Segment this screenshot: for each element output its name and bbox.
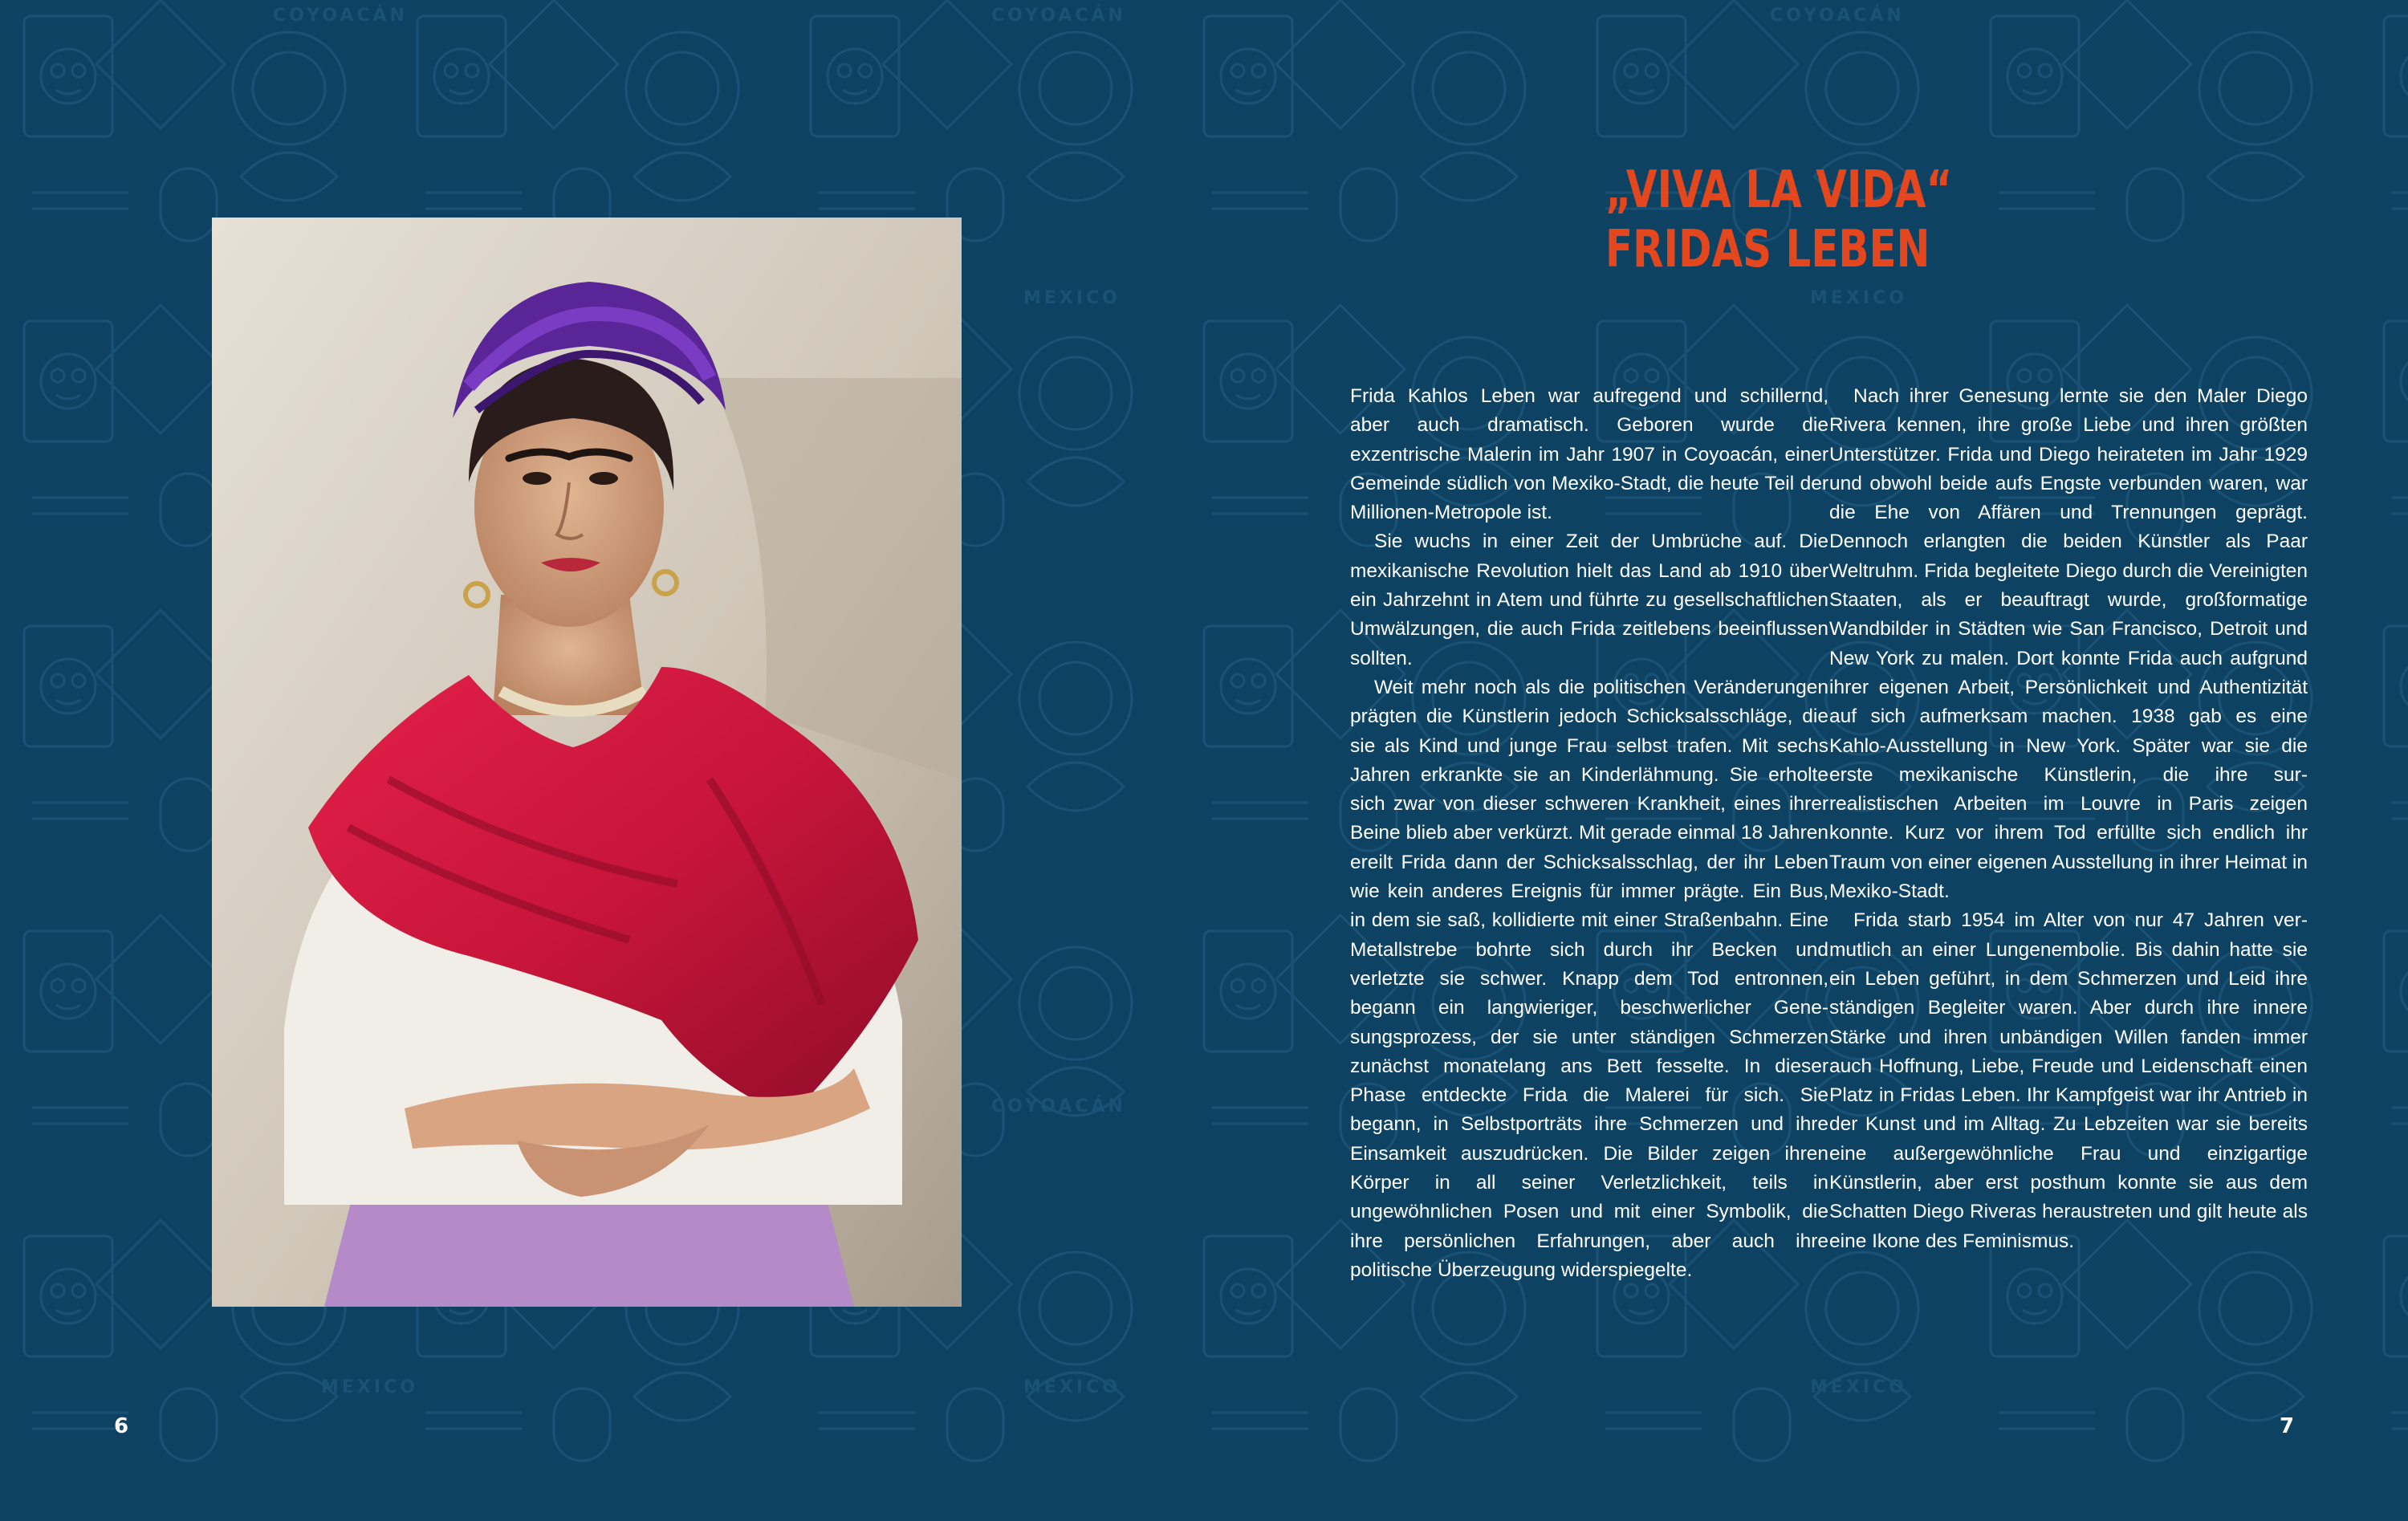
paragraph: Frida starb 1954 im Alter von nur 47 Jahren vermutlich an einer Lungenembolie. Bis dahin hatte sie ein Leben geführt, in dem Schmerzen und Leid ihre ständigen Begleiter waren. Aber durch ihre innere Stärke und ihren unbändigen Willen fanden immer auch Hoffnung, Liebe, Freude und Leidenschaft einen Platz in Fridas Leben. Ihr Kampfgeist war ihr Antrieb in der Kunst und im Alltag. Zu Lebzeiten war sie bereits eine außergewöhnliche Frau und einzigartige Künstlerin, aber erst posthum konnte sie aus dem Schatten Diego Riveras heraustreten und gilt heute als eine Ikone des Feminismus. (1829, 909, 2308, 1252)
pattern-word: MEXICO (1023, 288, 1121, 308)
pattern-word: COYOACÁN (273, 6, 408, 26)
pattern-word: COYOACÁN (1770, 6, 1905, 26)
page-title (1605, 161, 1981, 279)
text-column-left (1350, 382, 1828, 1285)
pattern-word: MEXICO (1810, 1377, 1907, 1397)
paragraph: Weit mehr noch als die politischen Veränderungen prägten die Künstlerin jedoch Schicksalsschläge, die sie als Kind und junge Frau selbst trafen. Mit sechs Jahren erkrankte sie an Kinderlähmung. Sie erholte sich zwar von dieser schweren Krankheit, eines ihrer Beine blieb aber verkürzt. Mit gerade einmal 18 Jahren ereilt Frida dann der Schicksalsschlag, der ihr Leben wie kein anderes Ereignis für immer prägte. Ein Bus, in dem sie saß, kollidierte mit einer Straßenbahn. Eine Metallstrebe bohrte sich durch ihr Becken und verletzte sie schwer. Knapp dem Tod entronnen, begann ein langwieriger, beschwerlicher Genesungsprozess, der sie unter ständigen Schmerzen zunächst monatelang ans Bett fesselte. In dieser Phase entdeckte Frida die Malerei für sich. Sie begann, in Selbstporträts ihre Schmerzen und ihre Einsamkeit auszudrücken. Die Bilder zeigen ihren Körper in all seiner Verletzlichkeit, teils in ungewöhnlichen Posen und mit einer Symbolik, die ihre persönlichen Erfahrungen, aber auch ihre politische Überzeugung widerspiegelte. (1350, 676, 1828, 1281)
paragraph: Sie wuchs in einer Zeit der Umbrüche auf. Die mexikanische Revolution hielt das Land ab 1910 über ein Jahrzehnt in Atem und führte zu gesellschaftlichen Umwälzungen, die auch Frida zeitlebens beeinflussen sollten. (1350, 531, 1828, 669)
pattern-word: COYOACÁN (991, 6, 1126, 26)
title-line-2: FRIDAS LEBEN (1605, 220, 1930, 279)
page-number-right: 7 (2280, 1414, 2295, 1438)
paragraph: Frida Kahlos Leben war aufregend und schillernd, aber auch dramatisch. Geboren wurde die exzentrische Malerin im Jahr 1907 in Coyoacán, einer Gemeinde südlich von Mexiko-Stadt, die heute Teil der Millionen-Metropole ist. (1350, 385, 1828, 524)
pattern-word: MEXICO (1810, 288, 1907, 308)
pattern-word: MEXICO (1023, 1377, 1121, 1397)
text-column-right (1829, 382, 2308, 1256)
frida-portrait-photo (212, 218, 962, 1307)
paragraph: Nach ihrer Genesung lernte sie den Maler Diego Rivera kennen, ihre große Liebe und ihren größten Unterstützer. Frida und Diego heirateten im Jahr 1929 und obwohl beide aufs Engste verbunden waren, war die Ehe von Affären und Trennungen geprägt. Dennoch erlangten die beiden Künstler als Paar Weltruhm. Frida begleitete Diego durch die Vereinigten Staaten, als er beauftragt wurde, großformatige Wandbilder in Städten wie San Francisco, Detroit und New York zu malen. Dort konnte Frida auch aufgrund ihrer eigenen Arbeit, Persönlichkeit und Authentizität auf sich aufmerksam machen. 1938 gab es eine Kahlo-Ausstellung in New York. Später war sie die erste mexikanische Künstlerin, die ihre surrealistischen Arbeiten im Louvre in Paris zeigen konnte. Kurz vor ihrem Tod erfüllte sich endlich ihr Traum von einer eigenen Ausstellung in ihrer Heimat in Mexiko-Stadt. (1829, 385, 2308, 903)
pattern-word: MEXICO (321, 1377, 418, 1397)
title-line-1: „VIVA LA VIDA“ (1605, 161, 1953, 220)
pattern-word: COYOACÁN (991, 1096, 1126, 1116)
page-number-left: 6 (114, 1414, 129, 1438)
